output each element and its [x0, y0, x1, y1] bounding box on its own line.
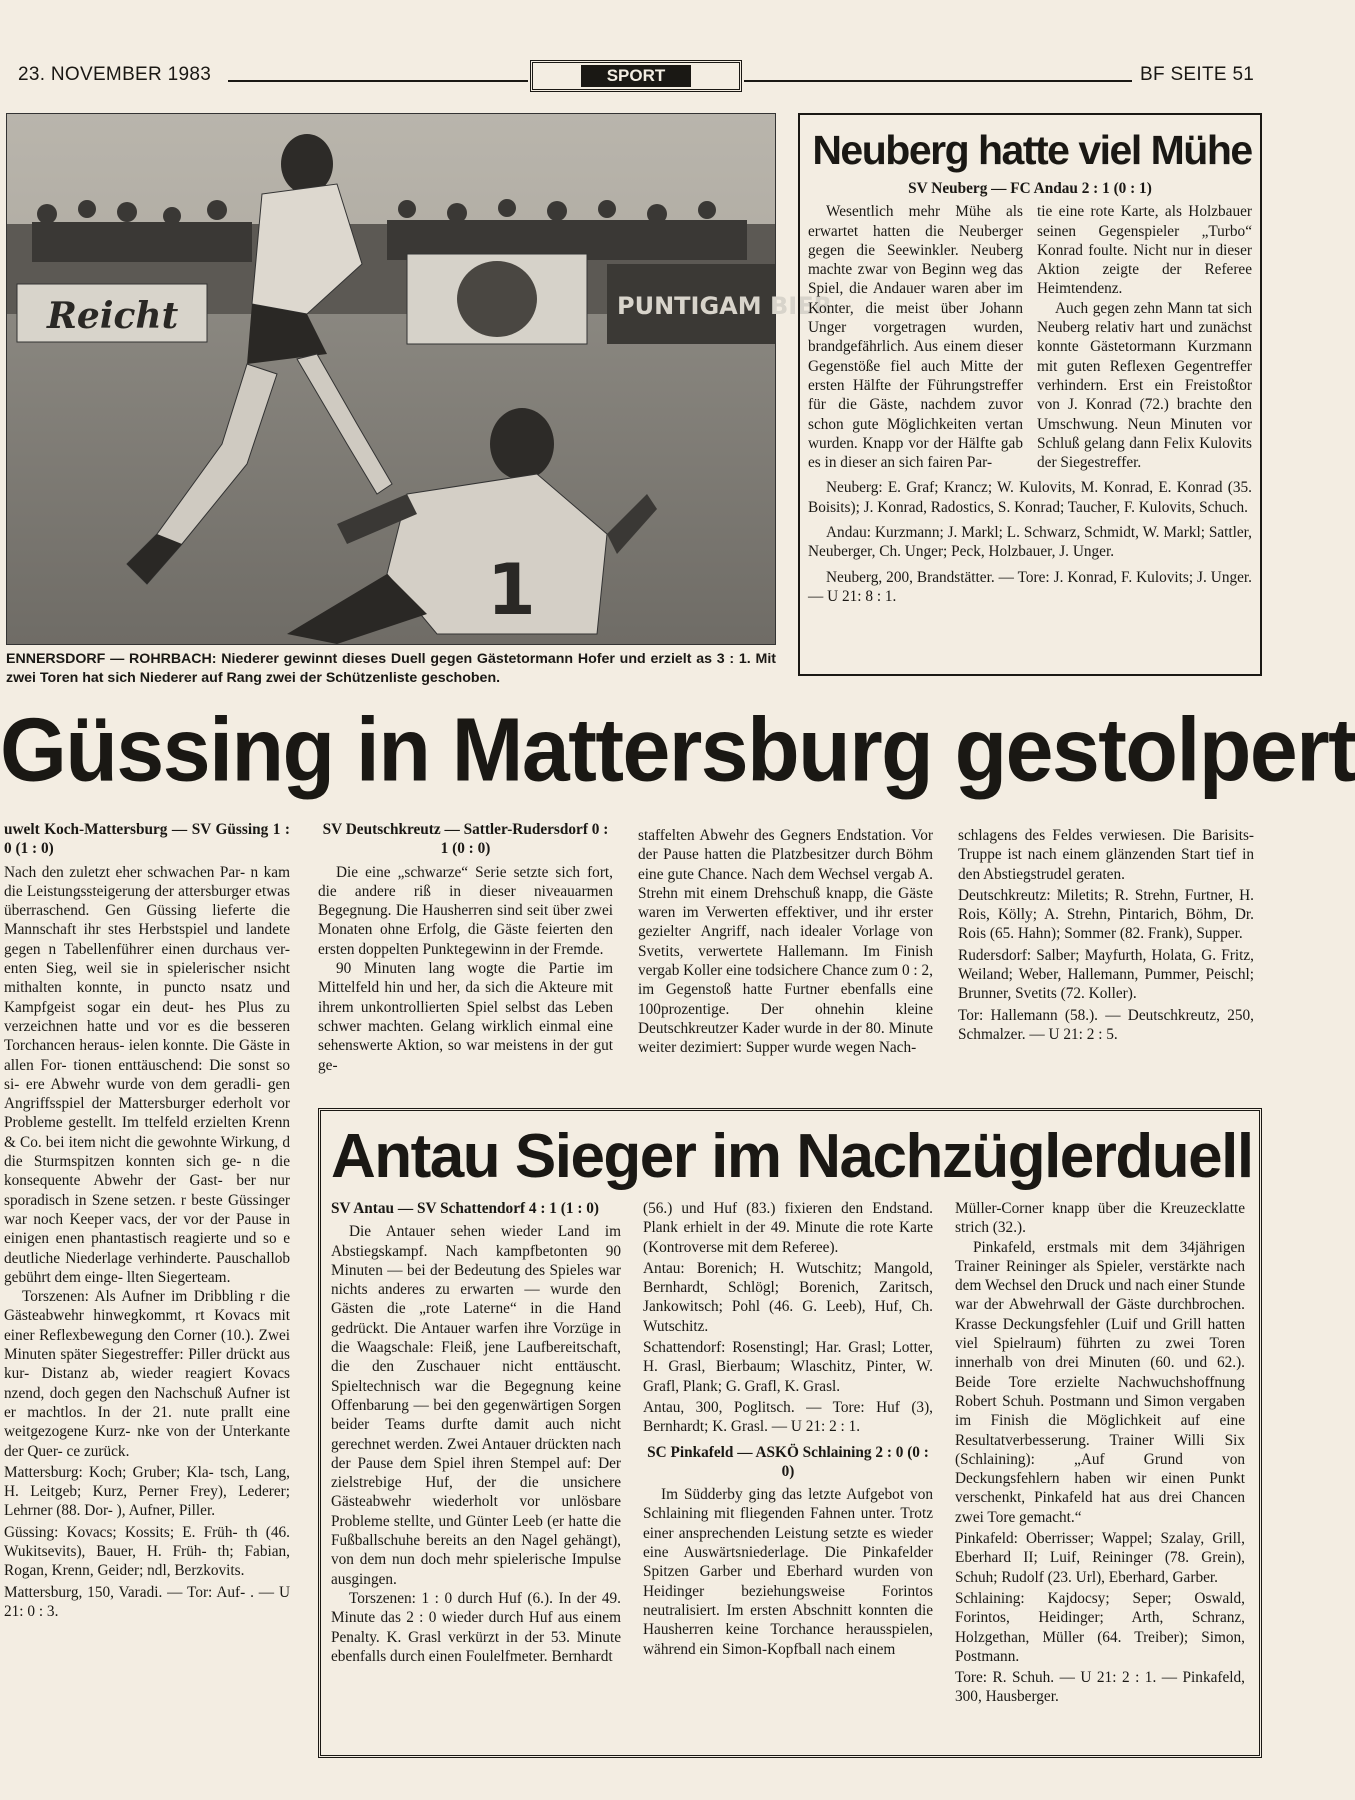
article-pinkafeld-stats: Tore: R. Schuh. — U 21: 2 : 1. — Pinkafeld, 300, Hausberger.	[955, 1669, 1245, 1706]
article-neuberg-stats: Neuberg, 200, Brandstätter. — Tore: J. Konrad, F. Kulovits; J. Unger. — U 21: 8 : 1.	[808, 568, 1252, 605]
section-label: SPORT	[530, 60, 742, 92]
article-antau-col2	[643, 1199, 933, 1659]
svg-text:1: 1	[487, 549, 536, 631]
article-antau-subtitle: SV Antau — SV Schattendorf 4 : 1 (1 : 0)	[331, 1200, 600, 1217]
article-neuberg-lineup-home: Neuberg: E. Graf; Krancz; W. Kulovits, M. Konrad, E. Konrad (35. Boisits); J. Konrad, Radostics, S. Konrad; Taucher, F. Kulovits, Schuch.	[808, 479, 1252, 516]
article-deutschkreutz-text3: staffelten Abwehr des Gegners Endstation. Vor der Pause hatten die Platzbesitzer durch Böhm eine gute Chance. Nach dem Wechsel vergab A. Strehn mit einem Drehschuß knapp, die Gäste waren im Verwerten effektiver, und ihr erster gezielter Angriff, nach idealer Vorlage von Svetits, verwertete Hallemann. Im Finish vergab Koller eine todsichere Chance zum 0 : 2, im Gegenstoß hatte Furtner ebenfalls eine 100prozentige. Der ohnehin kleine Deutschkreutzer Kader wurde in der 80. Minute weiter dezimiert: Supper wurde wegen Nach-	[638, 827, 933, 1057]
article-pinkafeld-lineup-away: Schlaining: Kajdocsy; Seper; Oswald, Forintos, Heidinger; Arth, Schranz, Holzgethan, Müller (64. Treiber); Simon, Postmann.	[955, 1589, 1245, 1665]
header-rule-left	[228, 80, 528, 82]
article-guessing-lineup-home: Mattersburg: Koch; Gruber; Kla- tsch, Lang, H. Leitgeb; Kurz, Perner Frey), Lederer; Lehrner (88. Dor- ), Aufner, Piller.	[4, 1463, 290, 1520]
article-guessing-title: Güssing in Mattersburg gestolpert	[0, 699, 1355, 801]
photo-caption: ENNERSDORF — ROHRBACH: Niederer gewinnt dieses Duell gegen Gästetormann Hofer und erzielt as 3 : 1. Mit zwei Toren hat sich Niederer auf Rang zwei der Schützenliste geschoben.	[6, 651, 776, 686]
article-guessing-text1: Nach den zuletzt eher schwachen Par- n kam die Leistungssteigerung der attersburger etwas überraschend. Gen Güssing lieferte die Mannschaft ihr stes Herbstspiel und landete gegen n Tabellenführer einen durchaus ver- enten Sieg, weil sie in spielerischer nsicht mithalten konnte, in puncto nsatz und Kampfgeist sogar ein deut- hes Plus zu verzeichnen hatte und vor es die besseren Torchancen heraus- ielen konnte. Die Gäste in allen For- tionen enttäuschend: Die sonst so si- ere Abwehr wurde von dem geradli- gen Angriffsspiel der Mattersburger ederholt vor Probleme gestellt. Im ttelfeld erzielten Krenn & Co. bei item nicht die gewohnte Wirkung, d die Sturmspitzen konnten sich ge- n die konsequente Abwehr der Gast- ber nur sporadisch in Szene setzen. r beste Güssinger war noch Keeper vacs, der vor der Pause in einigen enen phantastisch reagierte und so e deutliche Niederlage verhinderte. Pauschallob gebührt dem einge- llten Siegerteam.	[4, 863, 290, 1286]
article-antau-col1	[331, 1199, 621, 1666]
article-guessing-torszenen: Torszenen: Als Aufner im Dribbling r die Gästeabwehr hinwegkommt, rt Kovacs mit einer Reflexbewegung den Corner (10.). Zwei Minuten später Siegestreffer: Piller drückt aus kur- Distanz ab, wieder reagiert Kovacs nzend, doch gegen den Nachschuß Aufner ist er machtlos. In der 21. nute prallt eine weitgezogene Kurz- nke von der Unterkante der Quer- ce zurück.	[4, 1288, 290, 1460]
issue-date: 23. NOVEMBER 1983	[18, 64, 212, 85]
article-antau-stats: Antau, 300, Poglitsch. — Tore: Huf (3), Bernhardt; K. Grasl. — U 21: 2 : 1.	[643, 1398, 933, 1436]
article-deutschkreutz-col3	[958, 826, 1254, 1044]
article-deutschkreutz-col2	[638, 826, 933, 1058]
article-neuberg-col2b: Auch gegen zehn Mann tat sich Neuberg relativ hart und zunächst konnte Gästetormann Kurzmann mit guten Reflexen Gegentreffer verhindern. Erst ein Freistoßtor von J. Konrad (72.) brachte den Umschwung. Neun Minuten vor Schluß gelang dann Felix Kulovits der Siegestreffer.	[1037, 299, 1252, 472]
article-deutschkreutz-stats: Tor: Hallemann (58.). — Deutschkreutz, 250, Schmalzer. — U 21: 2 : 5.	[958, 1006, 1254, 1043]
article-pinkafeld-text2: Müller-Corner knapp über die Kreuzecklatte strich (32.).	[955, 1200, 1245, 1237]
article-pinkafeld-lineup-home: Pinkafeld: Oberrisser; Wappel; Szalay, Grill, Eberhard II; Luif, Reininger (78. Grein), Schuh; Rudolf (23. Url), Eberhard, Garber.	[955, 1530, 1245, 1586]
article-antau-lineup-home: Antau: Borenich; H. Wutschitz; Mangold, Bernhardt, Schlögl; Borenich, Zaritsch, Jankowitsch; Pohl (46. G. Leeb), Huf, Ch. Wutschitz.	[643, 1259, 933, 1335]
svg-text:Reicht: Reicht	[47, 295, 179, 337]
svg-text:PUNTIGAM BIER: PUNTIGAM BIER	[617, 292, 833, 320]
match-photo	[6, 113, 833, 645]
article-guessing-lineup-away: Güssing: Kovacs; Kossits; E. Früh- th (46. Wukitsevits), Bauer, H. Früh- th; Fabian, Rogan, Krenn, Geider; ndl, Berzkovits.	[4, 1523, 290, 1580]
article-deutschkreutz-text2: 90 Minuten lang wogte die Partie im Mittelfeld hin und her, da sich die Akteure mit ihrem unkontrollierten Spiel selbst das Leben schwer machten. Gelang wirklich einmal eine sehenswerte Aktion, so war meistens in der gut ge-	[318, 960, 613, 1074]
article-neuberg-col2a: tie eine rote Karte, als Holzbauer seinen Gegenspieler „Turbo“ Konrad foulte. Nicht nur in dieser Aktion zeigte der Referee Heimtendenz.	[1037, 203, 1252, 298]
article-guessing-subtitle: uwelt Koch-Mattersburg — SV Güssing 1 : 0 (1 : 0)	[4, 821, 290, 858]
article-deutschkreutz-lineup-home: Deutschkreutz: Miletits; R. Strehn, Furtner, H. Rois, Kölly; A. Strehn, Pintarich, Böhm, Dr. Rois (65. Hahn); Sommer (82. Frank), Supper.	[958, 886, 1254, 943]
article-antau-title: Antau Sieger im Nachzüglerduell	[331, 1122, 1253, 1191]
article-antau-lineup-away: Schattendorf: Rosenstingl; Har. Grasl; Lotter, H. Grasl, Bierbaum; Wlaschitz, Pinter, W. Grafl, Plank; G. Grafl, K. Grasl.	[643, 1339, 933, 1395]
article-neuberg-subtitle: SV Neuberg — FC Andau 2 : 1 (0 : 1)	[908, 180, 1152, 197]
article-guessing-stats: Mattersburg, 150, Varadi. — Tor: Auf- . — U 21: 0 : 3.	[4, 1583, 290, 1620]
article-antau-box	[318, 1108, 1262, 1758]
article-deutschkreutz-lineup-away: Rudersdorf: Salber; Mayfurth, Holata, G. Fritz, Weiland; Weber, Hallemann, Pummer, Peischl; Brunner, Svetits (72. Koller).	[958, 946, 1254, 1003]
article-deutschkreutz-col1	[318, 820, 613, 1075]
article-deutschkreutz-text4: schlagens des Feldes verwiesen. Die Barisits-Truppe ist nach einem glänzenden Start tief in den Abstiegstrudel geraten.	[958, 827, 1254, 883]
article-deutschkreutz-subtitle: SV Deutschkreutz — Sattler-Rudersdorf 0 : 1 (0 : 0)	[322, 821, 609, 858]
article-pinkafeld-text1: Im Südderby ging das letzte Aufgebot von Schlaining mit fliegenden Fahnen unter. Trotz einer ansprechenden Leistung setzte es wieder eine Auswärtsniederlage. Die Pinkafelder Spitzen Garber und Eberhard wurden von Heidinger beziehungsweise Forintos neutralisiert. Im ersten Abschnitt konnten die Hausherren keine Torchance herausspielen, während ein Simon-Kopfball nach einem	[643, 1486, 933, 1658]
article-neuberg-box	[798, 113, 1262, 676]
article-pinkafeld-text3: Pinkafeld, erstmals mit dem 34jährigen Trainer Reininger als Spieler, verstärkte nach dem Wechsel den Druck und nach einer Stunde war der Abwehrwall der Gäste durchbrochen. Krasse Deckungsfehler (Luif und Grill hatten viel Spielraum) führten zu zwei Toren innerhalb von drei Minuten (60. und 62.). Beide Tore erzielte Nachwuchshoffnung Robert Schuh. Postmann und Simon vergaben im Finish die Möglichkeit auf eine Resultatverbesserung. Trainer Willi Six (Schlaining): „Auf Grund von Deckungsfehlern haben wir einen Punkt verschenkt, Pinkafeld hat aus drei Chancen zwei Tore gemacht.“	[955, 1238, 1245, 1526]
article-antau-text2: (56.) und Huf (83.) fixieren den Endstand. Plank erhielt in der 49. Minute die rote Karte (Kontroverse mit dem Referee).	[643, 1200, 933, 1256]
article-antau-col3	[955, 1199, 1245, 1707]
article-neuberg-lineup-away: Andau: Kurzmann; J. Markl; L. Schwarz, Schmidt, W. Markl; Sattler, Neuberger, Ch. Unger; Peck, Holzbauer, J. Unger.	[808, 524, 1252, 561]
article-pinkafeld-subtitle: SC Pinkafeld — ASKÖ Schlaining 2 : 0 (0 : 0)	[647, 1443, 929, 1480]
article-antau-text1: Die Antauer sehen wieder Land im Abstiegskampf. Nach kampfbetonten 90 Minuten — bei der Bedeutung des Spieles war nichts anderes zu erwarten — wurde den Gästen die „rote Laterne“ in die Hand gedrückt. Die Antauer warfen ihre Vorzüge in die Waagschale: Fleiß, jene Laufbereitschaft, die den Zuschauer nicht enttäuscht. Spieltechnisch war die Begegnung keine Offenbarung — bei den gegenwärtigen Sorgen beider Teams durfte damit auch nicht gerechnet werden. Zwei Antauer drückten nach der Pause dem Spiel ihren Stempel auf: Der zielstrebige Huf, der die unsichere Gästeabwehr wiederholt vor unlösbare Probleme stellte, und Günter Leeb (er hatte die Fußballschuhe bereits an den Nagel gehängt), von dem nun doch mehr spielerische Impulse ausgingen.	[331, 1223, 621, 1588]
article-neuberg-body	[808, 179, 1252, 606]
article-neuberg-title: Neuberg hatte viel Mühe	[812, 127, 1252, 173]
article-neuberg-col1: Wesentlich mehr Mühe als erwartet hatten die Neuberger gegen die Seewinkler. Neuberg machte zwar von Beginn weg das Spiel, die Andauer waren aber im Konter, die meist über Johann Unger vorgetragen wurden, brandgefährlich. Aus einem dieser Gegenstöße fiel auch Mitte der ersten Hälfte der Führungstreffer für die Gäste, nachdem zuvor schon gute Möglichkeiten vertan wurden. Knapp vor der Hälfte gab es in dieser an sich fairen Par-	[808, 203, 1023, 472]
page-number: BF SEITE 51	[1140, 64, 1255, 85]
article-antau-torszenen: Torszenen: 1 : 0 durch Huf (6.). In der 49. Minute das 2 : 0 wieder durch Huf aus einem Penalty. K. Grasl verkürzt in der 53. Minute ebenfalls durch einen Foulelfmeter. Bernhardt	[331, 1589, 621, 1665]
header-rule-right	[744, 80, 1132, 82]
article-guessing-col1	[4, 820, 290, 1621]
article-deutschkreutz-text1: Die eine „schwarze“ Serie setzte sich fort, die andere riß in dieser niveauarmen Begegnung. Die Hausherren sind seit über zwei Monaten ohne Erfolg, die Gäste feierten den ersten doppelten Punktegewinn in der Fremde.	[318, 863, 613, 958]
